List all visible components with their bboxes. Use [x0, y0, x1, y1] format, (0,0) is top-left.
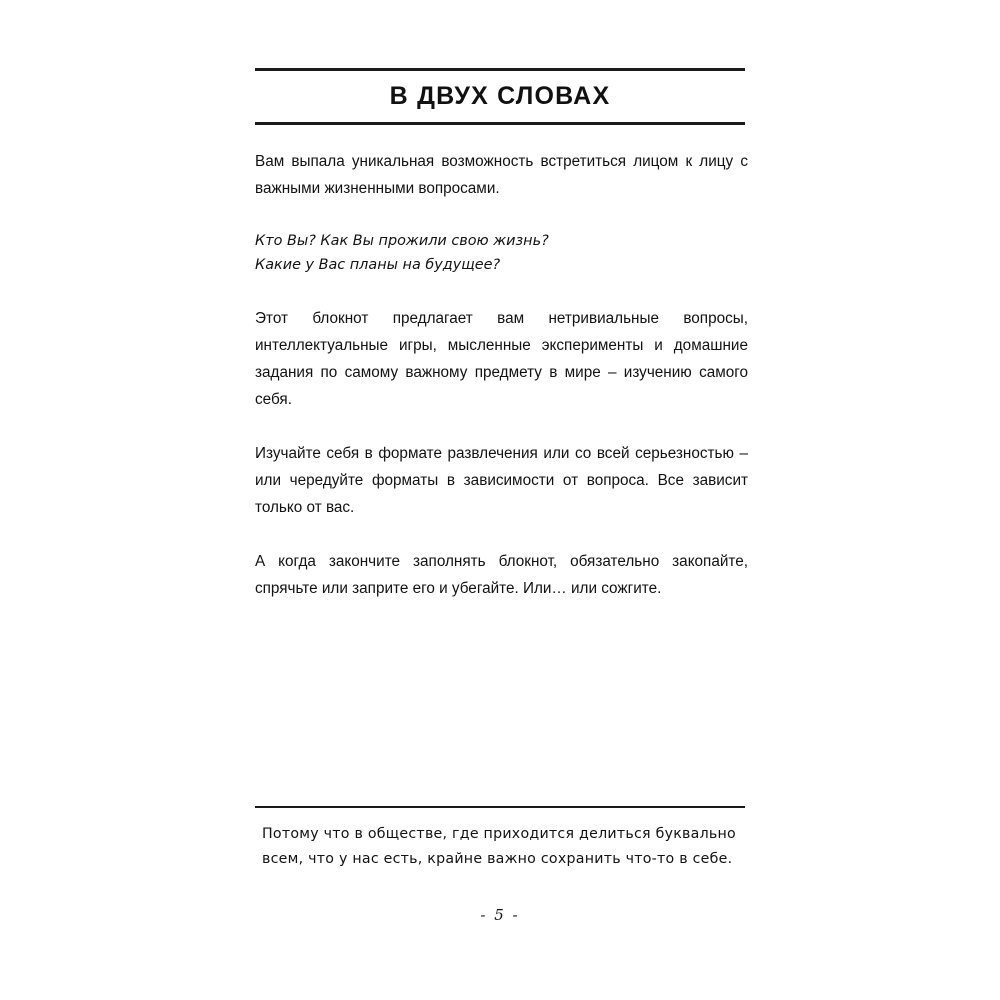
page-title: В ДВУХ СЛОВАХ — [389, 82, 611, 110]
body-content — [255, 148, 748, 602]
page-number: - 5 - — [480, 906, 520, 924]
question-line-1: Кто Вы? Как Вы прожили свою жизнь? — [255, 233, 549, 249]
paragraph-intro: Вам выпала уникальная возможность встретиться лицом к лицу с важными жизненными вопросами. — [255, 153, 748, 197]
paragraph-about-notebook: Этот блокнот предлагает вам нетривиальные вопросы, интеллектуальные игры, мысленные эксперименты и домашние задания по самому важному предмету в мире – изучению самого себя. — [255, 310, 748, 408]
header-rule-bottom — [255, 122, 745, 125]
footer-note-line-1: Потому что в обществе, где приходится делиться буквально — [262, 826, 736, 842]
paragraph-formats: Изучайте себя в формате развлечения или со всей серьезностью – или чередуйте форматы в зависимости от вопроса. Все зависит только от вас. — [255, 445, 748, 516]
footer-note-line-2: всем, что у нас есть, крайне важно сохранить что-то в себе. — [262, 851, 733, 867]
question-line-2: Какие у Вас планы на будущее? — [255, 257, 501, 273]
paragraph-closing: А когда закончите заполнять блокнот, обязательно закопайте, спрячьте или заприте его и убегайте. Или… или сожгите. — [255, 553, 748, 597]
chapter-header — [255, 68, 745, 125]
footer-note-block — [255, 806, 745, 872]
italic-questions — [255, 229, 748, 277]
footer-note — [255, 808, 745, 872]
